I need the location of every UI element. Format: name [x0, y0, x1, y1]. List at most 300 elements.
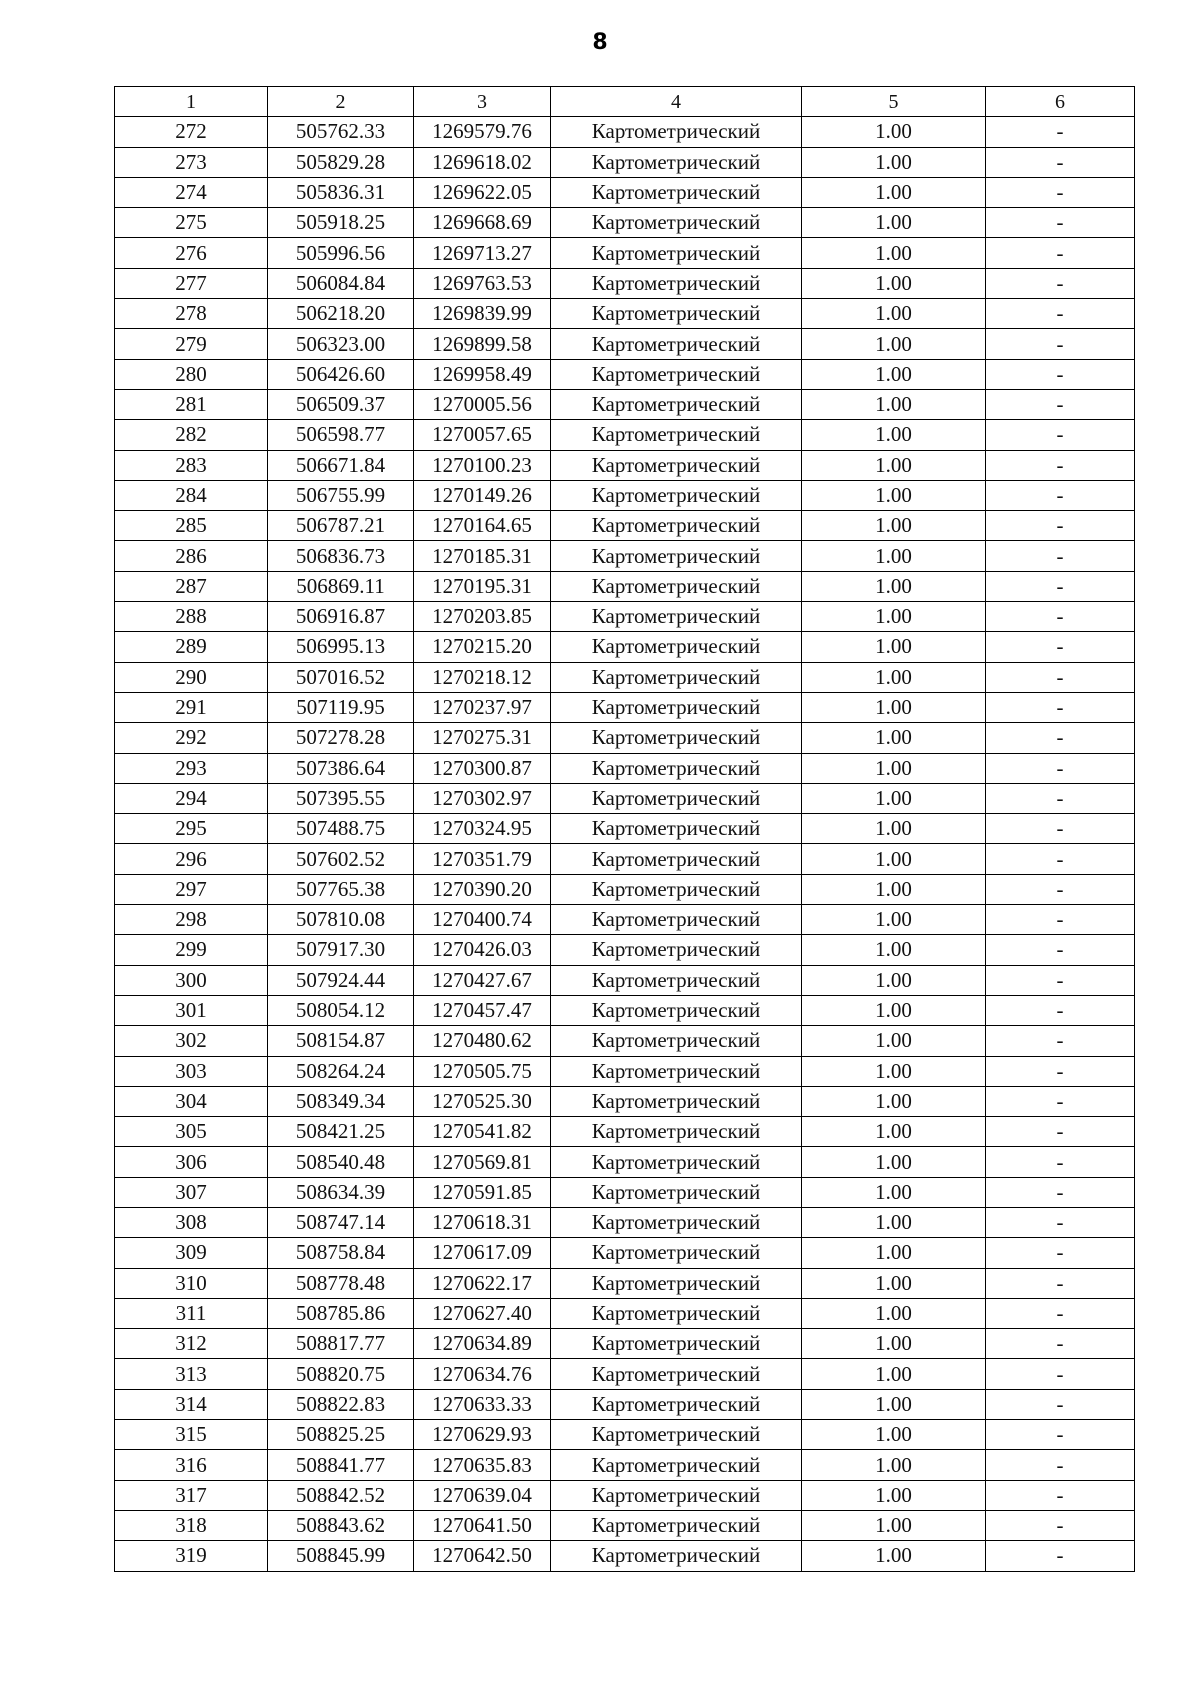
x-coordinate-cell: 508421.25 — [268, 1117, 414, 1147]
accuracy-cell: 1.00 — [802, 1480, 986, 1510]
point-number-cell: 305 — [115, 1117, 268, 1147]
y-coordinate-cell: 1269668.69 — [414, 208, 551, 238]
x-coordinate-cell: 506218.20 — [268, 299, 414, 329]
y-coordinate-cell: 1269622.05 — [414, 177, 551, 207]
x-coordinate-cell: 508785.86 — [268, 1298, 414, 1328]
table-row — [115, 299, 1135, 329]
y-coordinate-cell: 1270629.93 — [414, 1420, 551, 1450]
table-row — [115, 1117, 1135, 1147]
x-coordinate-cell: 507386.64 — [268, 753, 414, 783]
method-cell: Картометрический — [551, 692, 802, 722]
table-row — [115, 632, 1135, 662]
note-cell: - — [986, 1238, 1135, 1268]
method-cell: Картометрический — [551, 874, 802, 904]
accuracy-cell: 1.00 — [802, 541, 986, 571]
note-cell: - — [986, 814, 1135, 844]
method-cell: Картометрический — [551, 753, 802, 783]
accuracy-cell: 1.00 — [802, 359, 986, 389]
note-cell: - — [986, 541, 1135, 571]
x-coordinate-cell: 508349.34 — [268, 1086, 414, 1116]
method-cell: Картометрический — [551, 359, 802, 389]
accuracy-cell: 1.00 — [802, 1389, 986, 1419]
accuracy-cell: 1.00 — [802, 844, 986, 874]
point-number-cell: 313 — [115, 1359, 268, 1389]
y-coordinate-cell: 1270057.65 — [414, 420, 551, 450]
x-coordinate-cell: 506323.00 — [268, 329, 414, 359]
page-number: 8 — [592, 30, 608, 55]
table-row — [115, 238, 1135, 268]
table-row — [115, 389, 1135, 419]
note-cell: - — [986, 1420, 1135, 1450]
method-cell: Картометрический — [551, 147, 802, 177]
method-cell: Картометрический — [551, 783, 802, 813]
note-cell: - — [986, 147, 1135, 177]
note-cell: - — [986, 1086, 1135, 1116]
table-row — [115, 571, 1135, 601]
accuracy-cell: 1.00 — [802, 1117, 986, 1147]
x-coordinate-cell: 506836.73 — [268, 541, 414, 571]
method-cell: Картометрический — [551, 723, 802, 753]
point-number-cell: 279 — [115, 329, 268, 359]
table-row — [115, 1147, 1135, 1177]
table-row — [115, 905, 1135, 935]
table-row — [115, 1480, 1135, 1510]
column-header: 2 — [268, 87, 414, 117]
point-number-cell: 309 — [115, 1238, 268, 1268]
note-cell: - — [986, 692, 1135, 722]
y-coordinate-cell: 1270641.50 — [414, 1510, 551, 1540]
accuracy-cell: 1.00 — [802, 480, 986, 510]
y-coordinate-cell: 1270215.20 — [414, 632, 551, 662]
y-coordinate-cell: 1270237.97 — [414, 692, 551, 722]
table-row — [115, 723, 1135, 753]
table-row — [115, 541, 1135, 571]
x-coordinate-cell: 508822.83 — [268, 1389, 414, 1419]
point-number-cell: 272 — [115, 117, 268, 147]
table-row — [115, 935, 1135, 965]
method-cell: Картометрический — [551, 965, 802, 995]
point-number-cell: 291 — [115, 692, 268, 722]
y-coordinate-cell: 1270642.50 — [414, 1541, 551, 1571]
method-cell: Картометрический — [551, 1359, 802, 1389]
method-cell: Картометрический — [551, 662, 802, 692]
method-cell: Картометрический — [551, 268, 802, 298]
point-number-cell: 319 — [115, 1541, 268, 1571]
accuracy-cell: 1.00 — [802, 783, 986, 813]
point-number-cell: 308 — [115, 1207, 268, 1237]
accuracy-cell: 1.00 — [802, 1329, 986, 1359]
method-cell: Картометрический — [551, 177, 802, 207]
point-number-cell: 281 — [115, 389, 268, 419]
table-row — [115, 874, 1135, 904]
table-row — [115, 177, 1135, 207]
table-row — [115, 995, 1135, 1025]
note-cell: - — [986, 329, 1135, 359]
point-number-cell: 303 — [115, 1056, 268, 1086]
note-cell: - — [986, 420, 1135, 450]
accuracy-cell: 1.00 — [802, 511, 986, 541]
y-coordinate-cell: 1270541.82 — [414, 1117, 551, 1147]
y-coordinate-cell: 1270300.87 — [414, 753, 551, 783]
note-cell: - — [986, 571, 1135, 601]
table-row — [115, 1268, 1135, 1298]
y-coordinate-cell: 1269713.27 — [414, 238, 551, 268]
x-coordinate-cell: 508820.75 — [268, 1359, 414, 1389]
table-row — [115, 1450, 1135, 1480]
accuracy-cell: 1.00 — [802, 965, 986, 995]
method-cell: Картометрический — [551, 1450, 802, 1480]
y-coordinate-cell: 1270617.09 — [414, 1238, 551, 1268]
y-coordinate-cell: 1270634.76 — [414, 1359, 551, 1389]
y-coordinate-cell: 1270426.03 — [414, 935, 551, 965]
y-coordinate-cell: 1270351.79 — [414, 844, 551, 874]
point-number-cell: 300 — [115, 965, 268, 995]
column-header: 3 — [414, 87, 551, 117]
y-coordinate-cell: 1270302.97 — [414, 783, 551, 813]
point-number-cell: 287 — [115, 571, 268, 601]
x-coordinate-cell: 507395.55 — [268, 783, 414, 813]
note-cell: - — [986, 1510, 1135, 1540]
note-cell: - — [986, 480, 1135, 510]
table-row — [115, 692, 1135, 722]
x-coordinate-cell: 505762.33 — [268, 117, 414, 147]
table-body — [115, 117, 1135, 1571]
point-number-cell: 282 — [115, 420, 268, 450]
point-number-cell: 274 — [115, 177, 268, 207]
coordinates-table — [114, 86, 1135, 1572]
note-cell: - — [986, 1268, 1135, 1298]
accuracy-cell: 1.00 — [802, 905, 986, 935]
note-cell: - — [986, 177, 1135, 207]
accuracy-cell: 1.00 — [802, 1056, 986, 1086]
note-cell: - — [986, 1480, 1135, 1510]
table-row — [115, 1389, 1135, 1419]
y-coordinate-cell: 1270569.81 — [414, 1147, 551, 1177]
x-coordinate-cell: 507917.30 — [268, 935, 414, 965]
accuracy-cell: 1.00 — [802, 1298, 986, 1328]
accuracy-cell: 1.00 — [802, 1147, 986, 1177]
x-coordinate-cell: 508841.77 — [268, 1450, 414, 1480]
note-cell: - — [986, 662, 1135, 692]
method-cell: Картометрический — [551, 1238, 802, 1268]
point-number-cell: 273 — [115, 147, 268, 177]
method-cell: Картометрический — [551, 389, 802, 419]
point-number-cell: 294 — [115, 783, 268, 813]
table-row — [115, 450, 1135, 480]
method-cell: Картометрический — [551, 995, 802, 1025]
x-coordinate-cell: 505836.31 — [268, 177, 414, 207]
note-cell: - — [986, 511, 1135, 541]
note-cell: - — [986, 1026, 1135, 1056]
method-cell: Картометрический — [551, 1480, 802, 1510]
point-number-cell: 302 — [115, 1026, 268, 1056]
note-cell: - — [986, 1207, 1135, 1237]
table-row — [115, 329, 1135, 359]
method-cell: Картометрический — [551, 844, 802, 874]
method-cell: Картометрический — [551, 1026, 802, 1056]
method-cell: Картометрический — [551, 299, 802, 329]
accuracy-cell: 1.00 — [802, 1026, 986, 1056]
accuracy-cell: 1.00 — [802, 935, 986, 965]
accuracy-cell: 1.00 — [802, 117, 986, 147]
y-coordinate-cell: 1270634.89 — [414, 1329, 551, 1359]
y-coordinate-cell: 1270100.23 — [414, 450, 551, 480]
note-cell: - — [986, 1147, 1135, 1177]
accuracy-cell: 1.00 — [802, 571, 986, 601]
point-number-cell: 276 — [115, 238, 268, 268]
table-row — [115, 1207, 1135, 1237]
method-cell: Картометрический — [551, 1329, 802, 1359]
point-number-cell: 296 — [115, 844, 268, 874]
y-coordinate-cell: 1270480.62 — [414, 1026, 551, 1056]
accuracy-cell: 1.00 — [802, 329, 986, 359]
table-row — [115, 1359, 1135, 1389]
y-coordinate-cell: 1269839.99 — [414, 299, 551, 329]
table-row — [115, 1056, 1135, 1086]
note-cell: - — [986, 723, 1135, 753]
table-row — [115, 753, 1135, 783]
method-cell: Картометрический — [551, 329, 802, 359]
x-coordinate-cell: 507119.95 — [268, 692, 414, 722]
point-number-cell: 288 — [115, 602, 268, 632]
point-number-cell: 286 — [115, 541, 268, 571]
x-coordinate-cell: 506671.84 — [268, 450, 414, 480]
point-number-cell: 283 — [115, 450, 268, 480]
table-row — [115, 420, 1135, 450]
accuracy-cell: 1.00 — [802, 268, 986, 298]
note-cell: - — [986, 602, 1135, 632]
x-coordinate-cell: 507488.75 — [268, 814, 414, 844]
point-number-cell: 284 — [115, 480, 268, 510]
table-row — [115, 480, 1135, 510]
note-cell: - — [986, 1359, 1135, 1389]
table-row — [115, 1238, 1135, 1268]
point-number-cell: 304 — [115, 1086, 268, 1116]
x-coordinate-cell: 508054.12 — [268, 995, 414, 1025]
point-number-cell: 317 — [115, 1480, 268, 1510]
point-number-cell: 280 — [115, 359, 268, 389]
table-row — [115, 662, 1135, 692]
y-coordinate-cell: 1270195.31 — [414, 571, 551, 601]
accuracy-cell: 1.00 — [802, 1510, 986, 1540]
point-number-cell: 315 — [115, 1420, 268, 1450]
point-number-cell: 295 — [115, 814, 268, 844]
column-header: 1 — [115, 87, 268, 117]
table-row — [115, 1086, 1135, 1116]
point-number-cell: 299 — [115, 935, 268, 965]
note-cell: - — [986, 208, 1135, 238]
table-row — [115, 1026, 1135, 1056]
point-number-cell: 297 — [115, 874, 268, 904]
note-cell: - — [986, 450, 1135, 480]
accuracy-cell: 1.00 — [802, 1086, 986, 1116]
note-cell: - — [986, 1329, 1135, 1359]
x-coordinate-cell: 507278.28 — [268, 723, 414, 753]
table-row — [115, 965, 1135, 995]
x-coordinate-cell: 507924.44 — [268, 965, 414, 995]
method-cell: Картометрический — [551, 1541, 802, 1571]
accuracy-cell: 1.00 — [802, 602, 986, 632]
x-coordinate-cell: 508747.14 — [268, 1207, 414, 1237]
accuracy-cell: 1.00 — [802, 1207, 986, 1237]
point-number-cell: 289 — [115, 632, 268, 662]
table-row — [115, 208, 1135, 238]
y-coordinate-cell: 1270185.31 — [414, 541, 551, 571]
y-coordinate-cell: 1270591.85 — [414, 1177, 551, 1207]
accuracy-cell: 1.00 — [802, 1420, 986, 1450]
column-header: 6 — [986, 87, 1135, 117]
x-coordinate-cell: 506509.37 — [268, 389, 414, 419]
x-coordinate-cell: 506598.77 — [268, 420, 414, 450]
table-row — [115, 147, 1135, 177]
accuracy-cell: 1.00 — [802, 450, 986, 480]
accuracy-cell: 1.00 — [802, 299, 986, 329]
note-cell: - — [986, 389, 1135, 419]
accuracy-cell: 1.00 — [802, 147, 986, 177]
point-number-cell: 292 — [115, 723, 268, 753]
table-row — [115, 783, 1135, 813]
note-cell: - — [986, 1389, 1135, 1419]
y-coordinate-cell: 1270618.31 — [414, 1207, 551, 1237]
column-header: 5 — [802, 87, 986, 117]
x-coordinate-cell: 507765.38 — [268, 874, 414, 904]
x-coordinate-cell: 506869.11 — [268, 571, 414, 601]
method-cell: Картометрический — [551, 571, 802, 601]
point-number-cell: 307 — [115, 1177, 268, 1207]
point-number-cell: 306 — [115, 1147, 268, 1177]
method-cell: Картометрический — [551, 1177, 802, 1207]
accuracy-cell: 1.00 — [802, 662, 986, 692]
table-row — [115, 1420, 1135, 1450]
method-cell: Картометрический — [551, 208, 802, 238]
accuracy-cell: 1.00 — [802, 995, 986, 1025]
point-number-cell: 312 — [115, 1329, 268, 1359]
method-cell: Картометрический — [551, 511, 802, 541]
point-number-cell: 314 — [115, 1389, 268, 1419]
y-coordinate-cell: 1270203.85 — [414, 602, 551, 632]
x-coordinate-cell: 505829.28 — [268, 147, 414, 177]
x-coordinate-cell: 508264.24 — [268, 1056, 414, 1086]
accuracy-cell: 1.00 — [802, 1238, 986, 1268]
y-coordinate-cell: 1269899.58 — [414, 329, 551, 359]
note-cell: - — [986, 905, 1135, 935]
note-cell: - — [986, 1177, 1135, 1207]
accuracy-cell: 1.00 — [802, 177, 986, 207]
y-coordinate-cell: 1270324.95 — [414, 814, 551, 844]
accuracy-cell: 1.00 — [802, 874, 986, 904]
table-row — [115, 844, 1135, 874]
note-cell: - — [986, 935, 1135, 965]
point-number-cell: 293 — [115, 753, 268, 783]
table-row — [115, 814, 1135, 844]
y-coordinate-cell: 1270149.26 — [414, 480, 551, 510]
y-coordinate-cell: 1270390.20 — [414, 874, 551, 904]
method-cell: Картометрический — [551, 238, 802, 268]
method-cell: Картометрический — [551, 420, 802, 450]
y-coordinate-cell: 1270639.04 — [414, 1480, 551, 1510]
point-number-cell: 278 — [115, 299, 268, 329]
y-coordinate-cell: 1270218.12 — [414, 662, 551, 692]
y-coordinate-cell: 1270400.74 — [414, 905, 551, 935]
y-coordinate-cell: 1270633.33 — [414, 1389, 551, 1419]
point-number-cell: 311 — [115, 1298, 268, 1328]
table-row — [115, 1298, 1135, 1328]
accuracy-cell: 1.00 — [802, 420, 986, 450]
accuracy-cell: 1.00 — [802, 208, 986, 238]
x-coordinate-cell: 506755.99 — [268, 480, 414, 510]
accuracy-cell: 1.00 — [802, 692, 986, 722]
y-coordinate-cell: 1270505.75 — [414, 1056, 551, 1086]
accuracy-cell: 1.00 — [802, 1359, 986, 1389]
x-coordinate-cell: 506426.60 — [268, 359, 414, 389]
accuracy-cell: 1.00 — [802, 632, 986, 662]
accuracy-cell: 1.00 — [802, 1450, 986, 1480]
table-row — [115, 511, 1135, 541]
x-coordinate-cell: 507602.52 — [268, 844, 414, 874]
point-number-cell: 275 — [115, 208, 268, 238]
accuracy-cell: 1.00 — [802, 723, 986, 753]
x-coordinate-cell: 506995.13 — [268, 632, 414, 662]
y-coordinate-cell: 1269763.53 — [414, 268, 551, 298]
point-number-cell: 316 — [115, 1450, 268, 1480]
accuracy-cell: 1.00 — [802, 1177, 986, 1207]
note-cell: - — [986, 965, 1135, 995]
method-cell: Картометрический — [551, 1147, 802, 1177]
note-cell: - — [986, 359, 1135, 389]
method-cell: Картометрический — [551, 632, 802, 662]
method-cell: Картометрический — [551, 1389, 802, 1419]
note-cell: - — [986, 995, 1135, 1025]
accuracy-cell: 1.00 — [802, 1268, 986, 1298]
table-row — [115, 1541, 1135, 1571]
x-coordinate-cell: 508154.87 — [268, 1026, 414, 1056]
y-coordinate-cell: 1270164.65 — [414, 511, 551, 541]
x-coordinate-cell: 506084.84 — [268, 268, 414, 298]
table-row — [115, 602, 1135, 632]
method-cell: Картометрический — [551, 814, 802, 844]
point-number-cell: 290 — [115, 662, 268, 692]
note-cell: - — [986, 268, 1135, 298]
y-coordinate-cell: 1270622.17 — [414, 1268, 551, 1298]
table-row — [115, 1177, 1135, 1207]
x-coordinate-cell: 508843.62 — [268, 1510, 414, 1540]
note-cell: - — [986, 874, 1135, 904]
x-coordinate-cell: 506916.87 — [268, 602, 414, 632]
x-coordinate-cell: 508842.52 — [268, 1480, 414, 1510]
method-cell: Картометрический — [551, 1056, 802, 1086]
method-cell: Картометрический — [551, 1268, 802, 1298]
method-cell: Картометрический — [551, 117, 802, 147]
x-coordinate-cell: 507810.08 — [268, 905, 414, 935]
y-coordinate-cell: 1270627.40 — [414, 1298, 551, 1328]
note-cell: - — [986, 117, 1135, 147]
note-cell: - — [986, 1056, 1135, 1086]
method-cell: Картометрический — [551, 1420, 802, 1450]
table-header-row — [115, 87, 1135, 117]
table-row — [115, 117, 1135, 147]
method-cell: Картометрический — [551, 602, 802, 632]
x-coordinate-cell: 506787.21 — [268, 511, 414, 541]
table-row — [115, 359, 1135, 389]
method-cell: Картометрический — [551, 450, 802, 480]
note-cell: - — [986, 632, 1135, 662]
note-cell: - — [986, 299, 1135, 329]
table-row — [115, 268, 1135, 298]
x-coordinate-cell: 505996.56 — [268, 238, 414, 268]
y-coordinate-cell: 1270427.67 — [414, 965, 551, 995]
method-cell: Картометрический — [551, 541, 802, 571]
y-coordinate-cell: 1269958.49 — [414, 359, 551, 389]
